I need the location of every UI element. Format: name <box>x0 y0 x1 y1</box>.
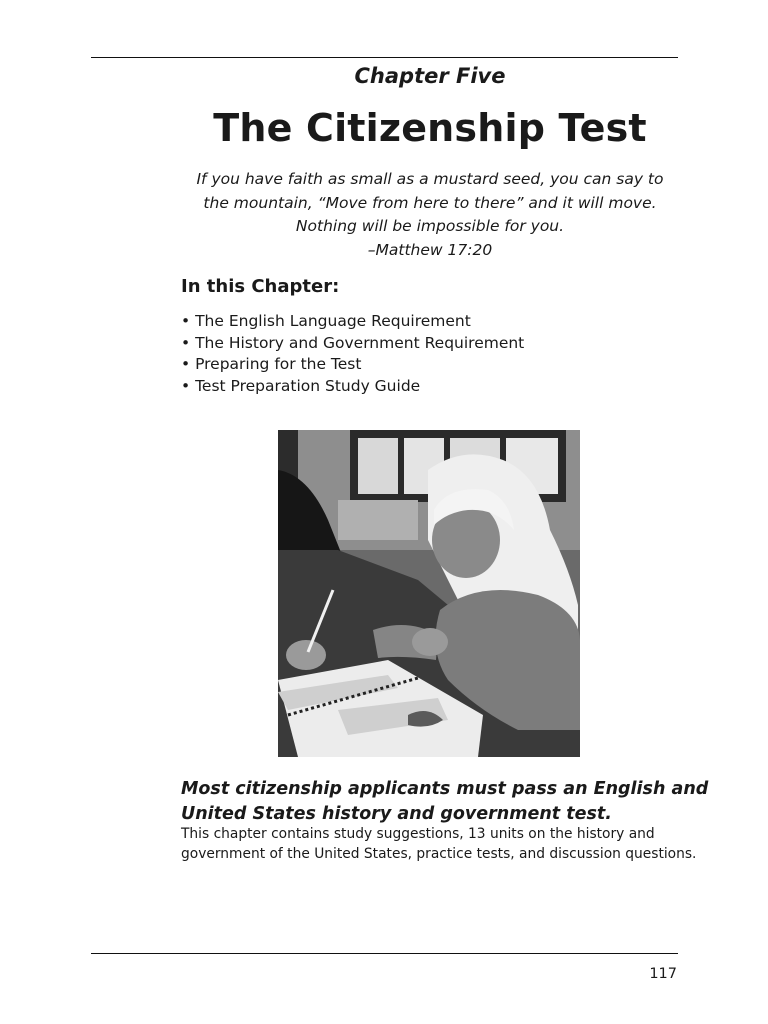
list-item: • Test Preparation Study Guide <box>181 376 524 398</box>
chapter-label: Chapter Five <box>354 64 506 88</box>
bottom-rule <box>91 953 678 954</box>
epigraph <box>170 168 690 262</box>
epigraph-attribution: –Matthew 17:20 <box>367 240 493 259</box>
lead-line: United States history and government test. <box>181 804 612 824</box>
in-this-chapter-heading: In this Chapter: <box>181 276 340 297</box>
list-item: • The English Language Requirement <box>181 311 524 333</box>
lead-line: Most citizenship applicants must pass an English and <box>181 779 709 799</box>
list-item: • The History and Government Requirement <box>181 333 524 355</box>
paragraph-line: This chapter contains study suggestions, 13 units on the history and <box>181 826 655 842</box>
page-title: The Citizenship Test <box>213 106 647 150</box>
epigraph-line: Nothing will be impossible for you. <box>295 217 565 235</box>
chapter-topics-list <box>181 311 524 397</box>
page-number: 117 <box>649 966 677 982</box>
student-photo <box>278 430 580 757</box>
intro-paragraph <box>181 825 701 864</box>
lead-statement <box>181 777 709 827</box>
epigraph-line: the mountain, “Move from here to there” and it will move. <box>203 193 657 212</box>
paragraph-line: government of the United States, practice tests, and discussion questions. <box>181 845 697 862</box>
top-rule <box>91 57 678 58</box>
list-item: • Preparing for the Test <box>181 354 524 376</box>
epigraph-line: If you have faith as small as a mustard seed, you can say to <box>196 170 664 188</box>
